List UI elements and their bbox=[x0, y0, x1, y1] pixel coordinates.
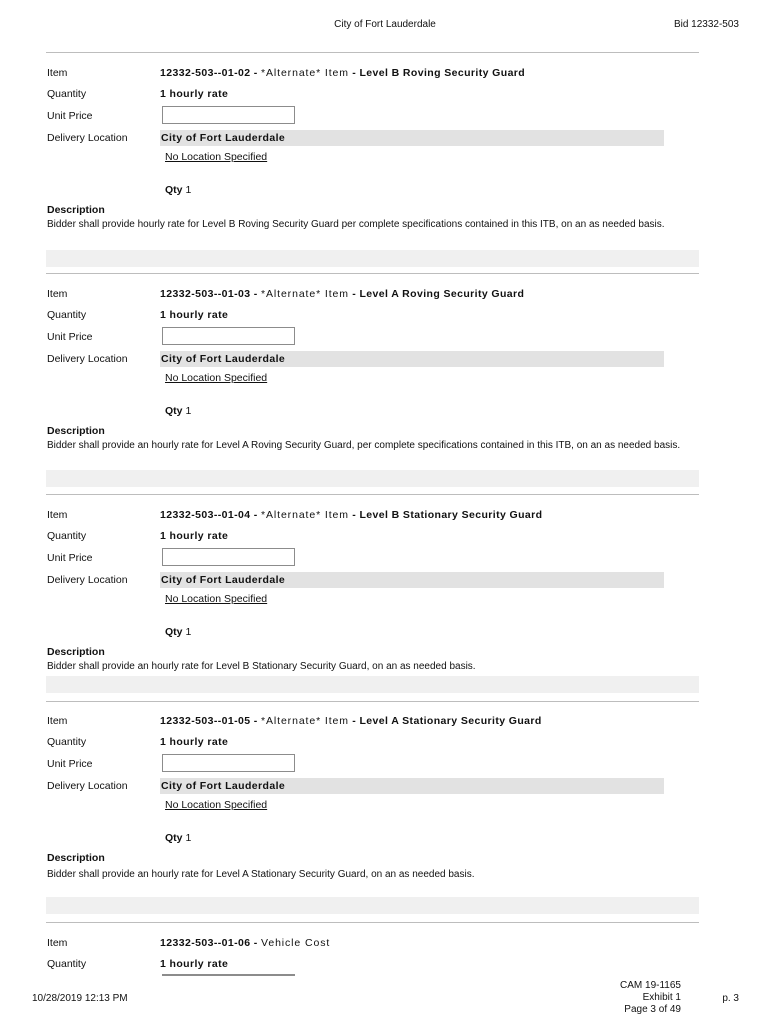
item-title: - Level B Roving Security Guard bbox=[348, 67, 526, 79]
quantity-value: 1 hourly rate bbox=[160, 88, 229, 100]
quantity-label: Quantity bbox=[47, 88, 87, 100]
delivery-location-label: Delivery Location bbox=[47, 353, 128, 365]
unit-price-label: Unit Price bbox=[47, 552, 93, 564]
bid-item bbox=[0, 60, 770, 270]
item-code: 12332-503--01-06 - bbox=[160, 937, 261, 949]
quantity-value: 1 hourly rate bbox=[160, 530, 229, 542]
unit-price-input[interactable] bbox=[162, 754, 295, 772]
qty-value: 1 bbox=[185, 832, 192, 844]
item-title: - Level A Stationary Security Guard bbox=[348, 715, 542, 727]
no-location-link[interactable]: No Location Specified bbox=[165, 799, 268, 811]
item-type: *Alternate* Item bbox=[261, 715, 349, 727]
qty-label: Qty bbox=[165, 405, 183, 417]
description-label: Description bbox=[47, 425, 105, 437]
no-location-link[interactable]: No Location Specified bbox=[165, 151, 268, 163]
description-text: Bidder shall provide an hourly rate for Level A Roving Security Guard, per complete specifications contained in this ITB, on an as needed basis. bbox=[47, 440, 681, 451]
qty-line bbox=[165, 832, 191, 844]
qty-line bbox=[165, 405, 191, 417]
item-type: *Alternate* Item bbox=[261, 67, 349, 79]
item-label: Item bbox=[47, 937, 68, 949]
item-code: 12332-503--01-05 - bbox=[160, 715, 261, 727]
exhibit-number: Exhibit 1 bbox=[642, 992, 681, 1003]
delivery-location-bar bbox=[160, 351, 664, 367]
qty-label: Qty bbox=[165, 832, 183, 844]
delivery-location-bar bbox=[160, 572, 664, 588]
unit-price-input-edge bbox=[162, 974, 295, 976]
quantity-value: 1 hourly rate bbox=[160, 958, 229, 970]
delivery-location-label: Delivery Location bbox=[47, 780, 128, 792]
item-type: *Alternate* Item bbox=[261, 288, 349, 300]
item-divider bbox=[46, 922, 699, 923]
qty-label: Qty bbox=[165, 626, 183, 638]
unit-price-label: Unit Price bbox=[47, 331, 93, 343]
item-type: Vehicle Cost bbox=[261, 937, 331, 949]
description-text: Bidder shall provide an hourly rate for Level A Stationary Security Guard, on an as needed basis. bbox=[47, 869, 475, 880]
unit-price-label: Unit Price bbox=[47, 110, 93, 122]
quantity-label: Quantity bbox=[47, 958, 87, 970]
delivery-location-bar bbox=[160, 778, 664, 794]
item-heading bbox=[160, 937, 330, 949]
unit-price-input[interactable] bbox=[162, 548, 295, 566]
quantity-label: Quantity bbox=[47, 530, 87, 542]
description-text: Bidder shall provide an hourly rate for Level B Stationary Security Guard, on an as needed basis. bbox=[47, 661, 476, 672]
exhibit-stamp bbox=[620, 980, 681, 1016]
delivery-location-label: Delivery Location bbox=[47, 574, 128, 586]
item-code: 12332-503--01-04 - bbox=[160, 509, 261, 521]
bid-item bbox=[0, 708, 770, 918]
delivery-location-value: City of Fort Lauderdale bbox=[161, 132, 286, 144]
item-label: Item bbox=[47, 715, 68, 727]
qty-value: 1 bbox=[185, 626, 192, 638]
description-label: Description bbox=[47, 204, 105, 216]
unit-price-input[interactable] bbox=[162, 327, 295, 345]
qty-line bbox=[165, 626, 191, 638]
item-label: Item bbox=[47, 67, 68, 79]
qty-line bbox=[165, 184, 191, 196]
quantity-value: 1 hourly rate bbox=[160, 736, 229, 748]
qty-label: Qty bbox=[165, 184, 183, 196]
item-title: - Level B Stationary Security Guard bbox=[348, 509, 543, 521]
item-heading bbox=[160, 509, 542, 521]
item-label: Item bbox=[47, 288, 68, 300]
unit-price-label: Unit Price bbox=[47, 758, 93, 770]
bid-number: Bid 12332-503 bbox=[673, 19, 739, 30]
quantity-value: 1 hourly rate bbox=[160, 309, 229, 321]
unit-price-input[interactable] bbox=[162, 106, 295, 124]
quantity-label: Quantity bbox=[47, 736, 87, 748]
description-label: Description bbox=[47, 852, 105, 864]
delivery-location-value: City of Fort Lauderdale bbox=[161, 353, 286, 365]
delivery-location-bar bbox=[160, 130, 664, 146]
description-text: Bidder shall provide hourly rate for Level B Roving Security Guard per complete specifications contained in this ITB, on an as needed basis. bbox=[47, 219, 665, 230]
item-spacer bbox=[46, 676, 699, 693]
qty-value: 1 bbox=[185, 184, 192, 196]
item-heading bbox=[160, 288, 524, 300]
item-heading bbox=[160, 715, 542, 727]
item-divider bbox=[46, 273, 699, 274]
item-heading bbox=[160, 67, 525, 79]
bid-item bbox=[0, 281, 770, 491]
delivery-location-label: Delivery Location bbox=[47, 132, 128, 144]
no-location-link[interactable]: No Location Specified bbox=[165, 593, 268, 605]
item-label: Item bbox=[47, 509, 68, 521]
page-of-total: Page 3 of 49 bbox=[624, 1004, 681, 1015]
qty-value: 1 bbox=[185, 405, 192, 417]
delivery-location-value: City of Fort Lauderdale bbox=[161, 574, 286, 586]
item-divider bbox=[46, 494, 699, 495]
item-title: - Level A Roving Security Guard bbox=[348, 288, 525, 300]
item-type: *Alternate* Item bbox=[261, 509, 349, 521]
item-spacer bbox=[46, 250, 699, 267]
item-divider bbox=[46, 701, 699, 702]
item-code: 12332-503--01-02 - bbox=[160, 67, 261, 79]
item-code: 12332-503--01-03 - bbox=[160, 288, 261, 300]
header-divider bbox=[46, 52, 699, 53]
document-header-title: City of Fort Lauderdale bbox=[334, 19, 436, 30]
cam-number: CAM 19-1165 bbox=[620, 980, 681, 991]
print-timestamp: 10/28/2019 12:13 PM bbox=[32, 993, 128, 1004]
page-number: p. 3 bbox=[722, 993, 739, 1004]
item-spacer bbox=[46, 470, 699, 487]
item-spacer bbox=[46, 897, 699, 914]
delivery-location-value: City of Fort Lauderdale bbox=[161, 780, 286, 792]
description-label: Description bbox=[47, 646, 105, 658]
quantity-label: Quantity bbox=[47, 309, 87, 321]
no-location-link[interactable]: No Location Specified bbox=[165, 372, 268, 384]
